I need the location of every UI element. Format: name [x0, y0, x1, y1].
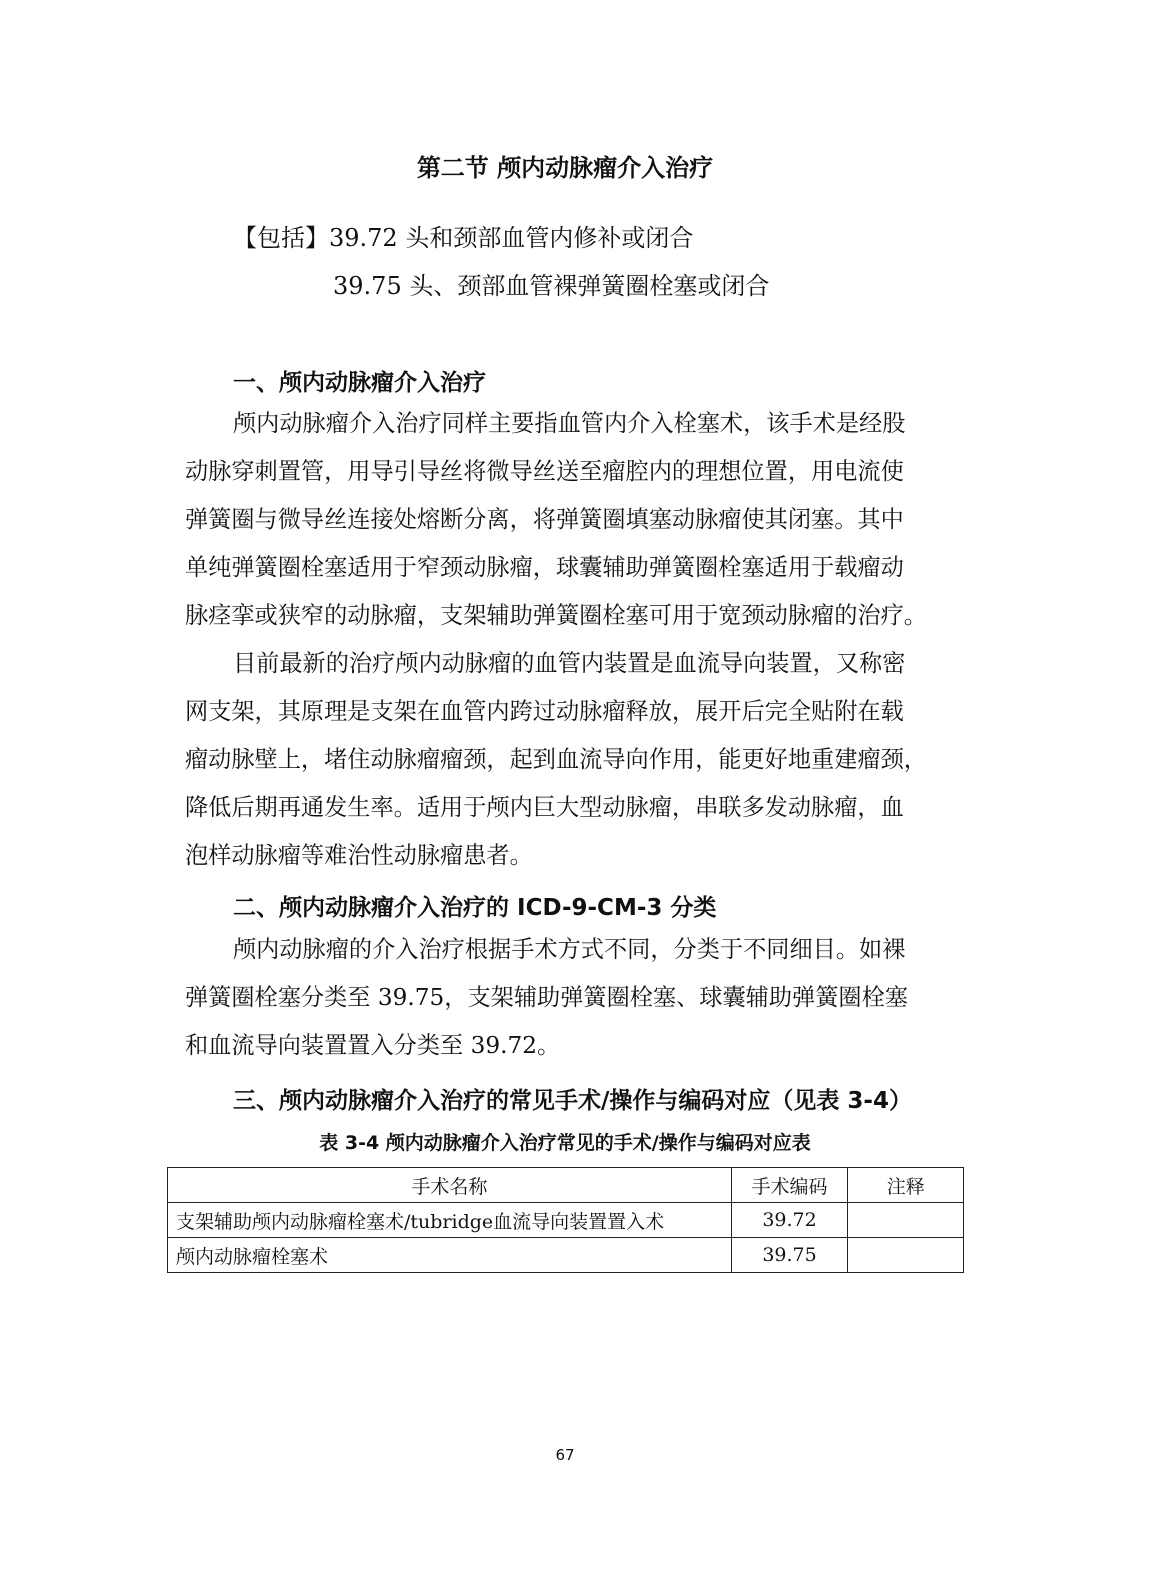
paragraph-3: [185, 926, 908, 1070]
heading-1: 一、颅内动脉瘤介入治疗: [233, 370, 486, 396]
text-line: 脉痉挛或狭窄的动脉瘤，支架辅助弹簧圈栓塞可用于宽颈动脉瘤的治疗。: [185, 602, 927, 629]
paragraph-1: [185, 400, 927, 640]
text-line: 泡样动脉瘤等难治性动脉瘤患者。: [185, 842, 533, 869]
text-line: 瘤动脉壁上，堵住动脉瘤瘤颈，起到血流导向作用，能更好地重建瘤颈，: [185, 746, 927, 773]
includes-line-2: 39.75 头、颈部血管裸弹簧圈栓塞或闭合: [333, 272, 770, 300]
header-procedure-code: 手术编码: [731, 1168, 848, 1203]
heading-3: 三、颅内动脉瘤介入治疗的常见手术/操作与编码对应（见表 3-4）: [233, 1088, 912, 1114]
procedure-code-cell: 39.72: [731, 1203, 848, 1238]
paragraph-2: [185, 640, 927, 880]
header-notes: 注释: [848, 1168, 964, 1203]
page-number: 67: [555, 1446, 575, 1464]
header-procedure-name: 手术名称: [168, 1168, 732, 1203]
table-row: [168, 1203, 964, 1238]
procedure-name-cell: 颅内动脉瘤栓塞术: [168, 1238, 732, 1273]
text-line: 目前最新的治疗颅内动脉瘤的血管内装置是血流导向装置，又称密: [233, 650, 906, 677]
text-line: 网支架，其原理是支架在血管内跨过动脉瘤释放，展开后完全贴附在载: [185, 698, 904, 725]
procedure-code-cell: 39.75: [731, 1238, 848, 1273]
notes-cell: [848, 1203, 964, 1238]
table-row: [168, 1238, 964, 1273]
text-line: 和血流导向装置置入分类至 39.72。: [185, 1032, 561, 1059]
section-title: 第二节 颅内动脉瘤介入治疗: [416, 154, 714, 182]
notes-cell: [848, 1238, 964, 1273]
heading-2: 二、颅内动脉瘤介入治疗的 ICD-9-CM-3 分类: [233, 895, 717, 921]
table-header-row: [168, 1168, 964, 1203]
text-line: 颅内动脉瘤介入治疗同样主要指血管内介入栓塞术，该手术是经股: [233, 410, 906, 437]
procedure-name-cell: 支架辅助颅内动脉瘤栓塞术/tubridge血流导向装置置入术: [168, 1203, 732, 1238]
text-line: 弹簧圈与微导丝连接处熔断分离，将弹簧圈填塞动脉瘤使其闭塞。其中: [185, 506, 904, 533]
text-line: 单纯弹簧圈栓塞适用于窄颈动脉瘤，球囊辅助弹簧圈栓塞适用于载瘤动: [185, 554, 904, 581]
code-table: [167, 1167, 964, 1273]
includes-line-1: 【包括】39.72 头和颈部血管内修补或闭合: [233, 224, 694, 252]
text-line: 颅内动脉瘤的介入治疗根据手术方式不同，分类于不同细目。如裸: [233, 936, 906, 963]
text-line: 动脉穿刺置管，用导引导丝将微导丝送至瘤腔内的理想位置，用电流使: [185, 458, 904, 485]
table-caption: 表 3-4 颅内动脉瘤介入治疗常见的手术/操作与编码对应表: [319, 1132, 811, 1154]
text-line: 降低后期再通发生率。适用于颅内巨大型动脉瘤，串联多发动脉瘤，血: [185, 794, 904, 821]
text-line: 弹簧圈栓塞分类至 39.75，支架辅助弹簧圈栓塞、球囊辅助弹簧圈栓塞: [185, 984, 908, 1011]
